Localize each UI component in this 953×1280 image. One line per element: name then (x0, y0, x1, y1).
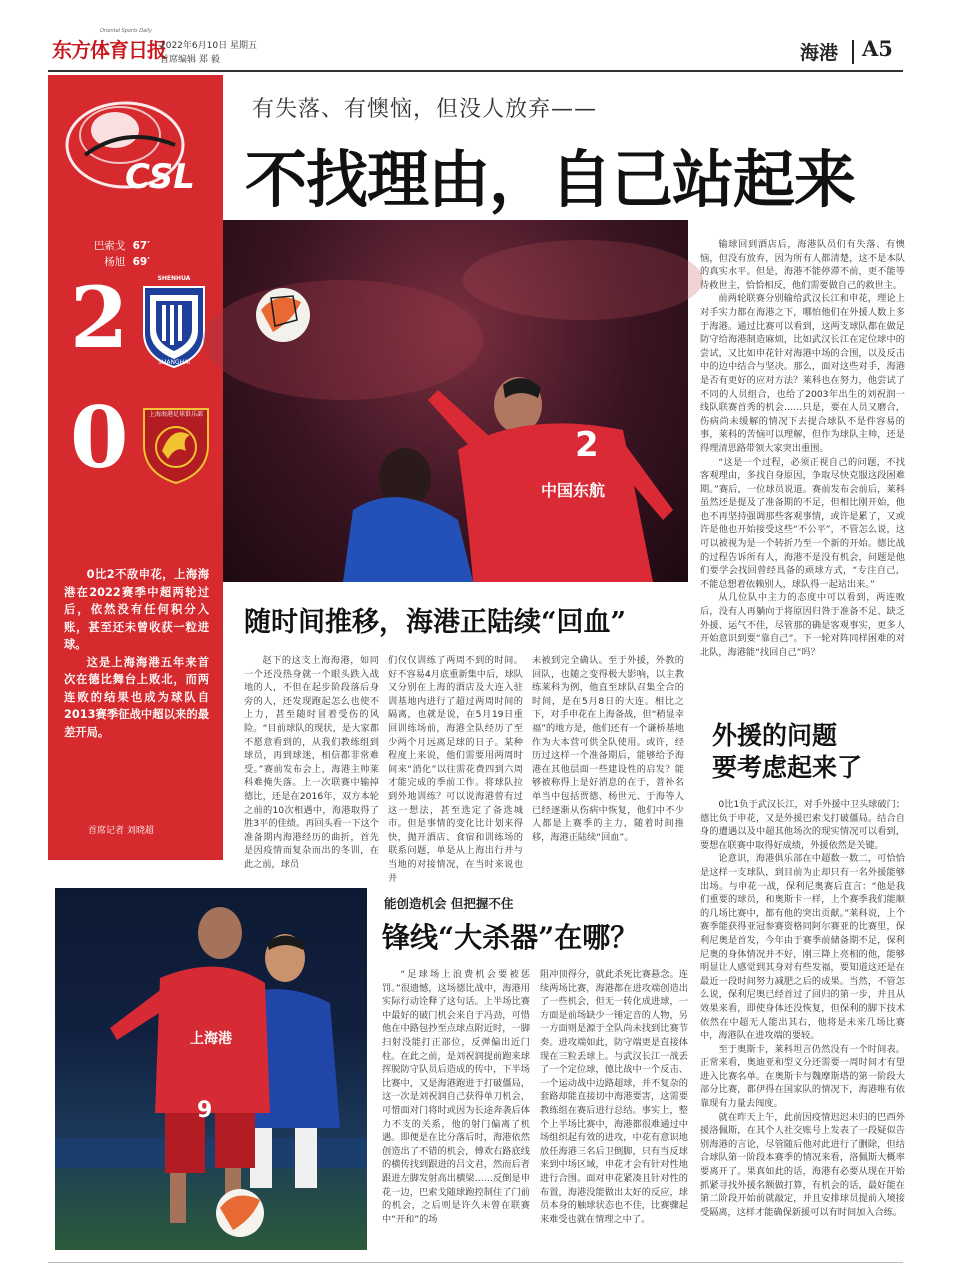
photo-header-duel (223, 220, 688, 582)
scorer-minute: 69′ (132, 256, 150, 268)
shenhua-crest-name: SHANGHAI (158, 359, 190, 366)
masthead-rule (48, 70, 903, 72)
scorer-minute: 67′ (132, 240, 150, 252)
section-title (712, 720, 862, 784)
section-name: 海港 (800, 42, 839, 64)
article-paragraph: 0比1负于武汉长江，对手外援中卫头球破门；德比负于申花，又是外援巴索戈打破僵局。结合自身的遭遇以及中超其他场次的现实情况可以看到，要想在联赛中取得好成绩，外援依然是关键。 (700, 799, 905, 851)
section-title: 锋线“大杀器”在哪？ (382, 921, 639, 954)
article-paragraph: 就在昨天上午，此前因疫情迟迟未归的巴西外援洛佩斯，在其个人社交账号上发表了一段疑似告别海港的言论，尽管随后他对此进行了删除，但结合球队第一阶段本赛季的情况来看，洛佩斯大概率要离开了。果真如此的话，海港有必要从现在开始抓紧寻找外援名额做打算，有机会的话，最好能在第二阶段开始前就敲定，并且安排球员提前入境接受隔离，这样才能确保新援可以有时间加入合练。 (700, 1111, 905, 1218)
photo-sponsor: 中国东航 (541, 481, 606, 500)
article-paragraph: 论意识，海港俱乐部在中超数一数二，可恰恰是这样一支球队，到目前为止却只有一名外援能够出场。与申花一战，保利尼奥赛后直言：“他是我们重要的球员，和奥斯卡一样，上个赛季我们能顺的几场比赛中，都有他的突出贡献。”莱科说，上个赛季能获得亚冠参赛资格同阿尔赛亚的比赛里，保利尼奥是首发，今年由于赛季前储备期不足，保利尼奥的身体情况并不好，刚三降上亮相的他，能够明显让人感觉到其身对有些发福，要知道这还是在最近一段时间努力减肥之后的成果。当然，不管怎么说，保利尼奥已经首过了回归的第一步，并且从效果来看，即使身体还没恢复，但保利的脚下技术依然在中超无人能出其右，他将是未来几场比赛中，海港队在进攻端的要较。 (700, 853, 905, 1042)
headline-kicker: 有失落、有懊恼，但没人放弃—— (252, 97, 598, 122)
article-paragraph: 前两轮联赛分别输给武汉长江和申花，理论上对手实力都在海港之下，哪怕他们在外援人数上多于海港。通过比赛可以看到，这两支球队都在做足防守给海港制造麻烦，比如武汉长江在定位球中的尝试，又比如申花针对海港中场的合围，以及反击中的边中结合与坚决。那么，面对这些对手，海港是否有更好的应对方法？莱科也在努力，他尝试了不同的人员组合，也给了2003年出生的刘祝润一线队联赛首秀的机会……只是，要在人员又磨合，伤病尚未缓解的情况下去提合球队不是件容易的事，莱科的苦恼可以理解，但作为球队主帅，还是得理清思路带领大家突出重围。 (700, 293, 905, 454)
shenhua-crest-top: SHENHUA (157, 275, 191, 282)
section-title-line: 要考虑起来了 (712, 753, 863, 782)
away-score: 0 (70, 388, 129, 487)
section-column: 阻冲顶得分，就此杀死比赛悬念。连续两场比赛，海港都在进攻端创造出了一些机会，但无一转化成进球，一方面是前场缺少一锤定音的人物，另一方面则是源于全队尚未找到比赛节奏。进攻端如此，防守端更是直接体现在三粒丢球上。与武汉长江一战丢了一个定位球，德比战中一个反击、一个运动战中边路超球，并不复杂的套路却能直接切中海港要害，这需要教练组在赛后进行总结。事实上，整个上半场比赛中，海港都很难通过中场组织起有效的进攻，中花有意识地放任海港三名后卫倒脚，只有当反球来到中场区域，申花才会有针对性地进行合围。面对申花紧凑且针对性的布置，海港没能做出太好的反应，球员本身的触球状态也不佳，比赛骤起来难受也就在情理之中了。 (540, 969, 688, 1225)
section-title: 随时间推移，海港正陆续“回血” (244, 607, 627, 638)
section-column: “足球场上浪费机会要被惩罚。”很遗憾，这场德比战中，海港用实际行动诠释了这句话。上半场比赛中最好的破门机会来自于冯劲，可惜他在中路包抄至点球点附近时，一脚扫射没能打正部位，反弹偏出近门柱。在此之前，是刘祝润提前跑来球挥脱防守队员后造成的传中，下半场比赛中，又是海港跑进于打破僵局，这一次是刘祝润自己获得单刀机会，可惜面对门将时或因为长途奔袭后体力不支的关系，他的射门偏离了机遇。即便是在比分落后时，海港依然创造出了不错的机会，傅欢右路底线的横传找到跟进的吕文君，然而后者跟进左脚发射高出横梁……反倒是申花一边，巴索戈随球跑控制住了门前的机会，之后则是许久未曾在联赛中“开和”的场 (382, 969, 530, 1225)
csl-logo (65, 95, 220, 200)
section-title-line: 外援的问题 (712, 721, 838, 750)
section-column: 们仅仅训练了两周不到的时间。好不容易4月底重新集中后，球队又分别在上海的酒店及大连入驻训基地内进行了超过两周时间的隔离，也就是说，在5月19日重回训练场前，海港全队经历了至少两个月远离足球的日子。某种程度上来说，他们需要用两周时间来“消化”以往需花费四到六周才能完成的季前工作。将球队拉到外地训练？可以说海港曾有过这一想法，甚至选定了备选城市。但是事情的变化比计划来得快，抛开酒店、食宿和训练场的联系问题，单是从上海出行并与当地的对接情况，在当时来说也并 (388, 655, 523, 884)
scorer-name: 巴索戈 (93, 240, 126, 252)
scorer-name: 杨旭 (104, 256, 126, 268)
photo-sponsor: 上海港 (190, 1031, 232, 1047)
article-side-column (700, 798, 905, 1263)
section-kicker: 能创造机会 但把握不住 (384, 896, 514, 911)
photo-jersey-number: 9 (197, 1098, 213, 1123)
article-main-column (700, 238, 905, 693)
shenhua-crest (140, 275, 208, 369)
page-number: A5 (862, 36, 893, 61)
photo-dribble (55, 888, 367, 1250)
sidebar-paragraph: 0比2不敌申花，上海海港在2022赛季中超两轮过后，依然没有任何积分入账，甚至还未曾收获一粒进球。 (64, 568, 209, 651)
issue-editor: 首席编辑 郑 毅 (160, 55, 220, 65)
photo-jersey-number: 2 (575, 425, 599, 465)
home-score: 2 (70, 268, 129, 367)
sidebar-lead (64, 566, 209, 741)
article-paragraph: “这是一个过程，必须正视自己的问题，不找客观理由，多找自身原因，争取尽快克服这段困难期。”赛后，一位球员说道。赛前发布会前后，莱科虽然还是提及了准备期的不足，但相比刚开始，他也不再坚持强调那些客观事情，或许是累了，又或许是他也开始接受这些“不公平”，不管怎么说，这可以被视为是一个转折乃至一个新的开始。德比战的过程告诉所有人，海港不是没有机会，问题是他们要学会找回曾经具备的顽球方式，“专注自己，不能总想着依赖别人，球队得一起站出来。” (700, 456, 905, 590)
scorer-row (60, 238, 150, 254)
newspaper-logo-sub: Oriental Sports Daily (100, 28, 152, 34)
newspaper-logo: 东方体育日报 (52, 38, 166, 62)
sidebar-paragraph: 这是上海海港五年来首次在德比舞台上败北，而两连败的结果也成为球队自2013赛季征战中超以来的最差开局。 (64, 655, 209, 739)
scorer-list (60, 238, 150, 270)
section-column: 赵下的这支上海海港，如同一个还没热身就一个眼头跌入战地的人，不但在起步阶段落后身旁的人，还发现跑起怎么也使不上力，甚至随时冒着受伤的风险。“目前球队的现状，是大家都不愿意看到的，从我们教练组到球员，再到球迷，相信都非常难受。”赛前发布会上，海港主帅莱科难掩失落。上一次联赛中输掉德比，还是在2016年，双方本轮之前的10次相遇中，海港取得了胜3平的佳绩。再回头看一下这个准备期内海港经历的曲折，首先是因疫情而复杂而出的冬训，在此之前，球员 (244, 655, 379, 870)
article-paragraph: 至于奥斯卡，莱科坦言仍然没有一个时间表。正常来看，奥迪亚和型义分还需要一周时间才有望进入比赛名单。在奥斯卡与魏摩斯塔的第一阶段大部分比赛，都伊得在国家队的情况下，海港唯有依靠现有力量去闯度。 (700, 1043, 905, 1110)
article-paragraph: 输球回到酒店后，海港队员们有失落、有懊恼，但没有放弃，因为所有人都清楚，这不是本队的真实水平。但是，海港不能停滞不前，更不能等待救世主，恰恰相反，他们需要做自己的救世主。 (700, 239, 905, 291)
masthead (0, 0, 953, 74)
section-column: 未被到完全确认。至于外援，外教的回队，也随之变得极大影响，以主教练莱科为例，他直至球队召集全合的时间，是在5月8日的大连。相比之下，对手申花在上海备战，但“稍显幸福”的地方是，他们还有一个谦桥基地作为大本营可供全队使用。或许，经历过这样一个准备期后，能够给予海港在其他层面一些建设性的启发？能够被称得上是好消息的在于，普补名单当中包括贾德、杨世元、于海等人已经逐渐从伤病中恢复，他们中不少人都是上赛季的主力，随着时间推移，海港正陆续“回血”。 (532, 655, 684, 843)
byline: 首席记者 刘晓超 (88, 826, 154, 836)
issue-date: 2022年6月10日 星期五 (160, 41, 257, 51)
article-paragraph: 从几位队中主力的态度中可以看到，两连败后，没有人再躺向于将原因归咎于准备不足、缺乏外援、运气不佳，尽管那的确是客观事实，更多人开始意识到要“靠自己”。下一轮对阵同样困难的对北队，海港能“找回自己”吗？ (700, 592, 905, 658)
headline-title: 不找理由，自己站起来 (245, 143, 856, 216)
section-divider (852, 40, 854, 64)
port-crest (142, 395, 210, 485)
port-crest-name: 上海海港足球俱乐部 (148, 411, 203, 418)
footer-rule (48, 1262, 903, 1263)
csl-logo-text: CSL (125, 157, 195, 197)
